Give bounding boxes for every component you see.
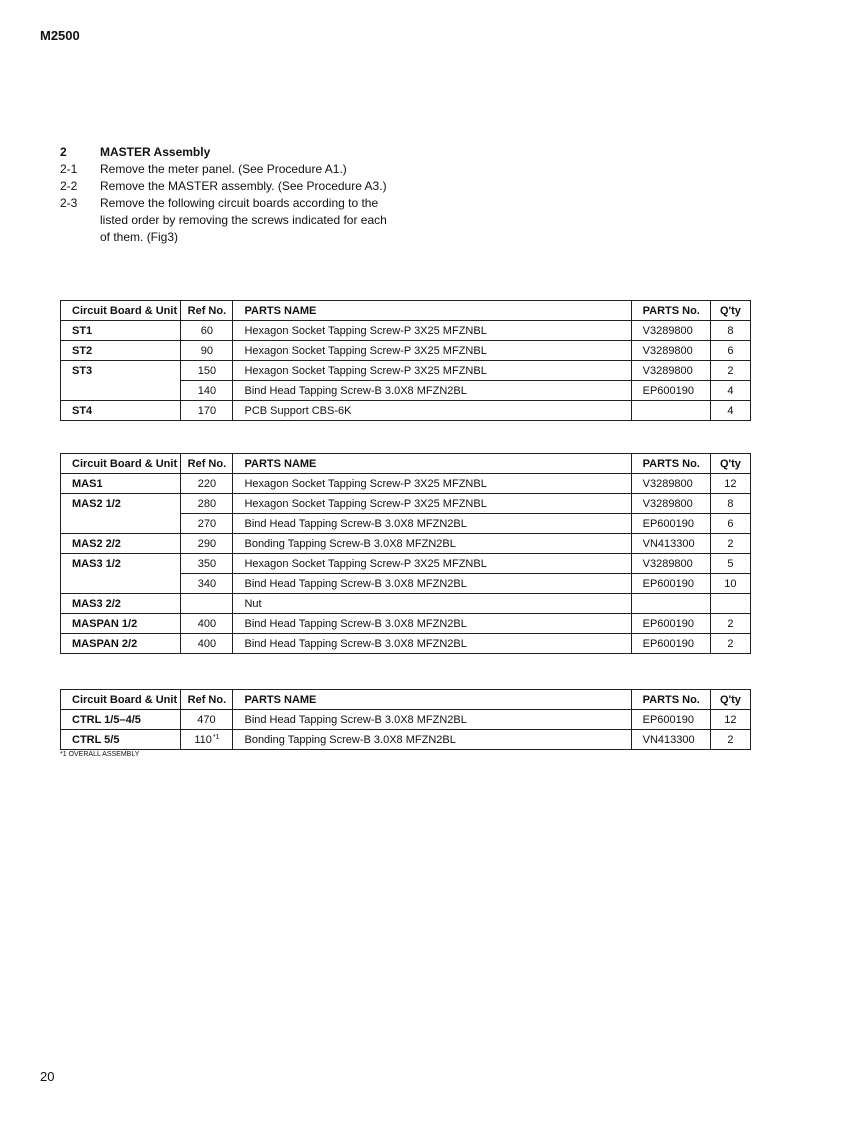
cell-name: Nut: [233, 594, 631, 614]
cell-part-no: EP600190: [631, 381, 710, 401]
cell-qty: 6: [710, 514, 750, 534]
step-text: Remove the following circuit boards according to the listed order by removing the screws indicated for each of them. (Fig3): [100, 196, 387, 244]
cell-board: MASPAN 1/2: [61, 614, 181, 634]
procedure-step: [60, 161, 460, 178]
cell-qty: 2: [710, 730, 750, 750]
header-parts-no: PARTS No.: [631, 454, 710, 474]
header-circuit-board: Circuit Board & Unit: [61, 690, 181, 710]
cell-name: Bind Head Tapping Screw-B 3.0X8 MFZN2BL: [233, 634, 631, 654]
section-number: 2: [60, 145, 67, 159]
table-header-row: [61, 301, 751, 321]
header-ref-no: Ref No.: [181, 454, 233, 474]
parts-table-st: [60, 300, 751, 421]
section-title: MASTER Assembly: [100, 145, 211, 159]
cell-qty: 6: [710, 341, 750, 361]
table-row: [61, 341, 751, 361]
cell-part-no: V3289800: [631, 474, 710, 494]
ref-value: 470: [197, 713, 216, 726]
cell-board: CTRL 1/5–4/5: [61, 710, 181, 730]
cell-part-no: V3289800: [631, 494, 710, 514]
section-heading: [60, 144, 460, 161]
header-parts-name: PARTS NAME: [233, 301, 631, 321]
cell-part-no: VN413300: [631, 534, 710, 554]
header-parts-no: PARTS No.: [631, 690, 710, 710]
model-title: M2500: [40, 28, 80, 43]
cell-ref: [181, 594, 233, 614]
header-parts-name: PARTS NAME: [233, 690, 631, 710]
header-ref-no: Ref No.: [181, 301, 233, 321]
cell-qty: 4: [710, 381, 750, 401]
cell-ref: 150: [181, 361, 233, 381]
cell-ref: 340: [181, 574, 233, 594]
page-number: 20: [40, 1069, 55, 1084]
table-row: [61, 494, 751, 514]
parts-table-ctrl: [60, 689, 751, 750]
cell-name: Bonding Tapping Screw-B 3.0X8 MFZN2BL: [233, 534, 631, 554]
table-row: [61, 534, 751, 554]
cell-board: ST2: [61, 341, 181, 361]
cell-qty: 10: [710, 574, 750, 594]
step-text: Remove the meter panel. (See Procedure A1.): [100, 162, 347, 176]
header-qty: Q'ty: [710, 690, 750, 710]
step-number: 2-2: [60, 179, 78, 193]
cell-board: MAS3 1/2: [61, 554, 181, 574]
table-row: [61, 634, 751, 654]
cell-board: MAS3 2/2: [61, 594, 181, 614]
table-row: [61, 401, 751, 421]
header-circuit-board: Circuit Board & Unit: [61, 454, 181, 474]
cell-ref: 400: [181, 634, 233, 654]
header-parts-no: PARTS No.: [631, 301, 710, 321]
header-qty: Q'ty: [710, 301, 750, 321]
cell-name: Hexagon Socket Tapping Screw-P 3X25 MFZNBL: [233, 361, 631, 381]
cell-ref: 290: [181, 534, 233, 554]
cell-qty: 2: [710, 614, 750, 634]
table-row: [61, 554, 751, 574]
cell-board: ST1: [61, 321, 181, 341]
procedure-step: [60, 178, 460, 195]
table-header-row: [61, 690, 751, 710]
header-parts-name: PARTS NAME: [233, 454, 631, 474]
table-row: [61, 474, 751, 494]
cell-part-no: [631, 594, 710, 614]
cell-qty: 2: [710, 361, 750, 381]
cell-ref: [181, 710, 233, 730]
cell-board: [61, 514, 181, 534]
procedure-section: [60, 144, 460, 246]
step-number: 2-1: [60, 162, 78, 176]
cell-part-no: V3289800: [631, 321, 710, 341]
step-number: 2-3: [60, 196, 78, 210]
cell-ref: 280: [181, 494, 233, 514]
cell-part-no: V3289800: [631, 361, 710, 381]
table-row: [61, 614, 751, 634]
cell-part-no: EP600190: [631, 614, 710, 634]
cell-part-no: EP600190: [631, 514, 710, 534]
cell-part-no: EP600190: [631, 634, 710, 654]
cell-ref: 140: [181, 381, 233, 401]
cell-board: ST4: [61, 401, 181, 421]
cell-qty: 8: [710, 494, 750, 514]
table-row: [61, 594, 751, 614]
table-row: [61, 514, 751, 534]
cell-qty: [710, 594, 750, 614]
table-row: [61, 361, 751, 381]
step-text: Remove the MASTER assembly. (See Procedure A3.): [100, 179, 387, 193]
cell-part-no: V3289800: [631, 554, 710, 574]
table-row: [61, 574, 751, 594]
cell-name: Bind Head Tapping Screw-B 3.0X8 MFZN2BL: [233, 614, 631, 634]
cell-ref: 220: [181, 474, 233, 494]
cell-qty: 8: [710, 321, 750, 341]
cell-part-no: [631, 401, 710, 421]
cell-board: [61, 574, 181, 594]
cell-name: Bind Head Tapping Screw-B 3.0X8 MFZN2BL: [233, 710, 631, 730]
header-circuit-board: Circuit Board & Unit: [61, 301, 181, 321]
cell-name: Bind Head Tapping Screw-B 3.0X8 MFZN2BL: [233, 381, 631, 401]
cell-ref: 270: [181, 514, 233, 534]
cell-ref: 170: [181, 401, 233, 421]
cell-name: Hexagon Socket Tapping Screw-P 3X25 MFZNBL: [233, 554, 631, 574]
cell-name: Bind Head Tapping Screw-B 3.0X8 MFZN2BL: [233, 514, 631, 534]
cell-name: Hexagon Socket Tapping Screw-P 3X25 MFZNBL: [233, 341, 631, 361]
cell-board: CTRL 5/5: [61, 730, 181, 750]
header-ref-no: Ref No.: [181, 690, 233, 710]
cell-board: [61, 381, 181, 401]
cell-ref: [181, 730, 233, 750]
cell-name: Hexagon Socket Tapping Screw-P 3X25 MFZNBL: [233, 494, 631, 514]
cell-board: MAS2 2/2: [61, 534, 181, 554]
cell-ref: 400: [181, 614, 233, 634]
cell-name: Hexagon Socket Tapping Screw-P 3X25 MFZNBL: [233, 474, 631, 494]
ref-footnote-mark: *1: [212, 733, 220, 741]
cell-name: Bonding Tapping Screw-B 3.0X8 MFZN2BL: [233, 730, 631, 750]
cell-name: Bind Head Tapping Screw-B 3.0X8 MFZN2BL: [233, 574, 631, 594]
cell-part-no: V3289800: [631, 341, 710, 361]
header-qty: Q'ty: [710, 454, 750, 474]
cell-qty: 2: [710, 534, 750, 554]
cell-ref: 350: [181, 554, 233, 574]
cell-part-no: EP600190: [631, 574, 710, 594]
cell-board: MASPAN 2/2: [61, 634, 181, 654]
table-row: [61, 730, 751, 750]
table-row: [61, 381, 751, 401]
cell-name: PCB Support CBS-6K: [233, 401, 631, 421]
cell-part-no: EP600190: [631, 710, 710, 730]
cell-ref: 60: [181, 321, 233, 341]
cell-qty: 5: [710, 554, 750, 574]
cell-board: ST3: [61, 361, 181, 381]
cell-board: MAS2 1/2: [61, 494, 181, 514]
parts-table-mas: [60, 453, 751, 654]
cell-qty: 4: [710, 401, 750, 421]
cell-name: Hexagon Socket Tapping Screw-P 3X25 MFZNBL: [233, 321, 631, 341]
table-row: [61, 710, 751, 730]
cell-board: MAS1: [61, 474, 181, 494]
procedure-step: [60, 195, 460, 246]
cell-qty: 2: [710, 634, 750, 654]
table-row: [61, 321, 751, 341]
footnote: *1 OVERALL ASSEMBLY: [60, 751, 140, 758]
cell-qty: 12: [710, 474, 750, 494]
ref-value: 110: [194, 733, 212, 746]
cell-qty: 12: [710, 710, 750, 730]
table-header-row: [61, 454, 751, 474]
cell-ref: 90: [181, 341, 233, 361]
cell-part-no: VN413300: [631, 730, 710, 750]
